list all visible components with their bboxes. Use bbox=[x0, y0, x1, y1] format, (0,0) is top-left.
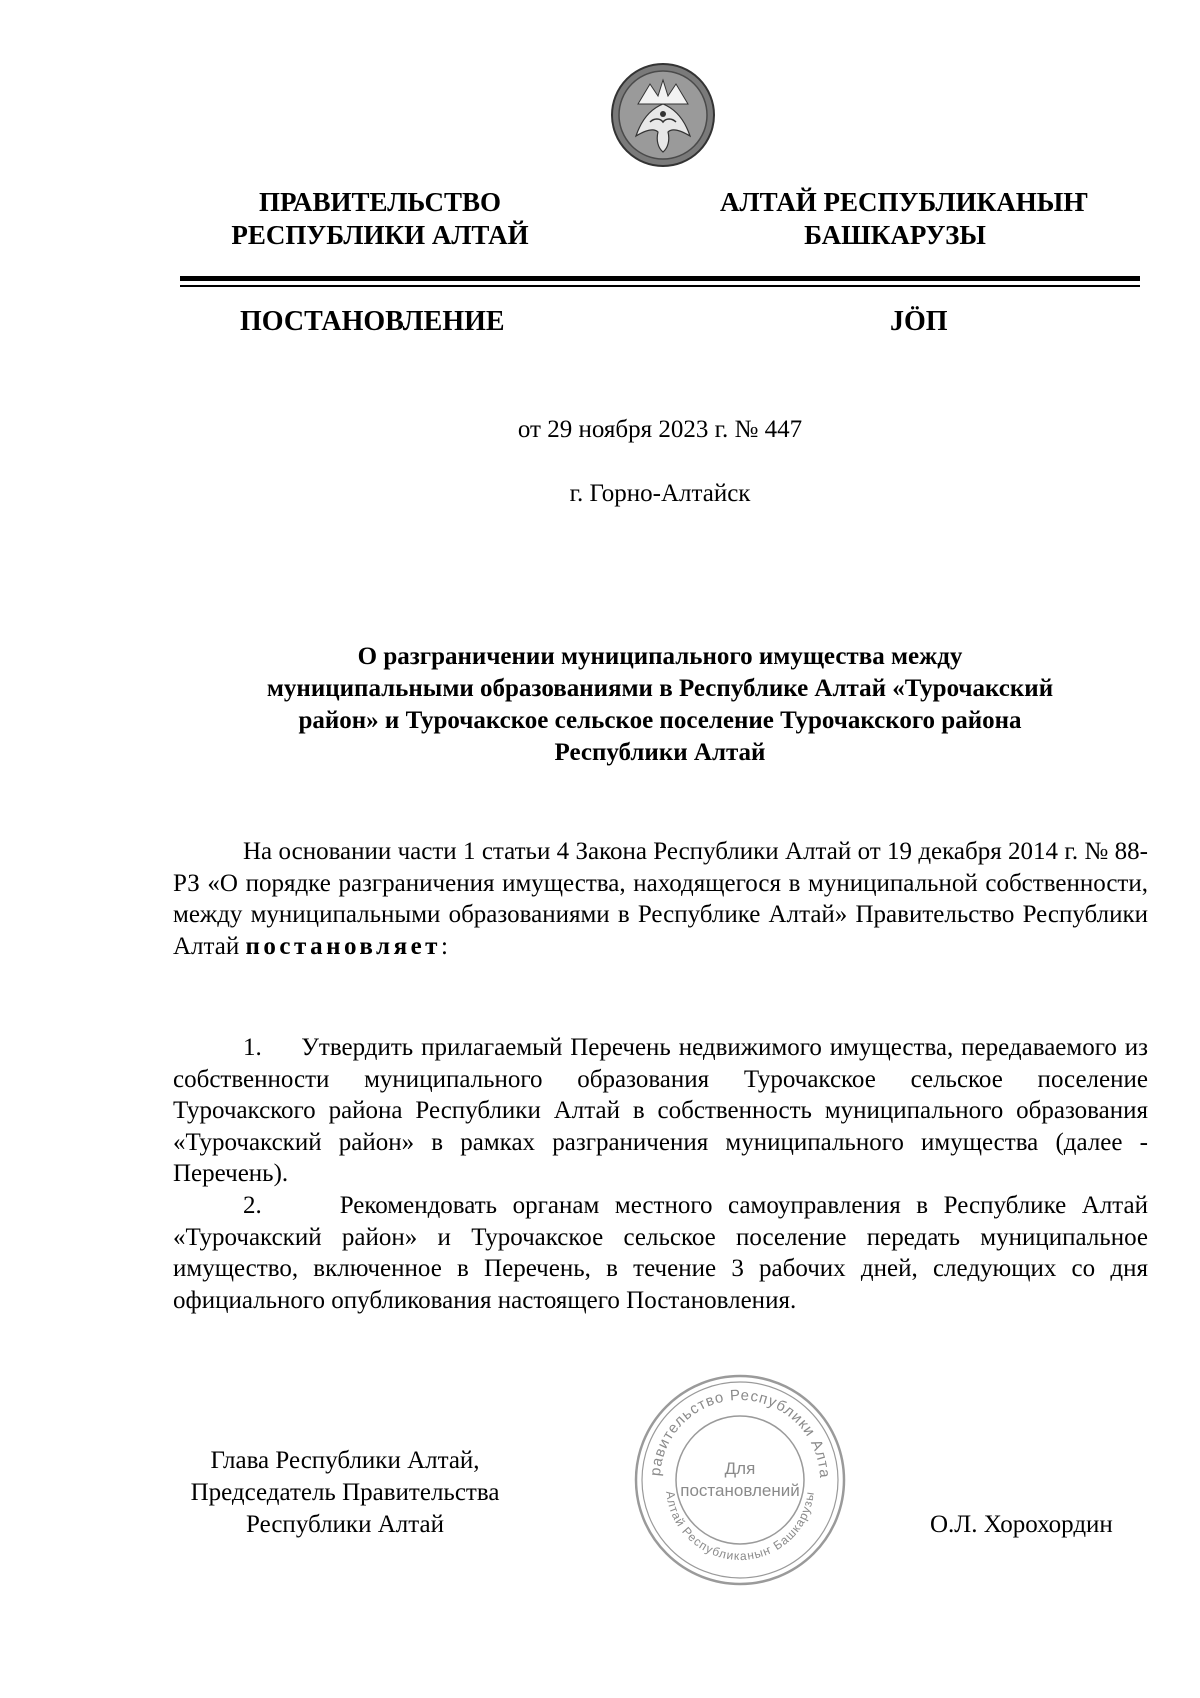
header-right-line2: БАШКАРУЗЫ bbox=[804, 220, 986, 250]
coat-of-arms-icon bbox=[610, 62, 716, 168]
doc-type-altai: JӦП bbox=[890, 306, 948, 337]
header-divider-thin bbox=[180, 285, 1140, 287]
seal-stamp-icon bbox=[630, 1370, 850, 1590]
item-paragraph-2 bbox=[173, 1190, 1148, 1316]
resolves-word: постановляет bbox=[245, 932, 441, 960]
item-paragraph-1 bbox=[173, 1032, 1148, 1190]
stamp-center-line1: Для bbox=[724, 1459, 756, 1478]
basis-text: На основании части 1 статьи 4 Закона Республики Алтай от 19 декабря 2014 г. № 88-РЗ «О порядке разграничения имущества, находящегося в муниципальной собственности, между муниципальными образованиями в Республике Алтай» Правительство Республики Алтай bbox=[173, 838, 1148, 960]
signature-line: Глава Республики Алтай, bbox=[210, 1447, 480, 1474]
header-right-line1: АЛТАЙ РЕСПУБЛИКАНЫҤ bbox=[720, 187, 1089, 217]
header-left-line2: РЕСПУБЛИКИ АЛТАЙ bbox=[231, 220, 529, 250]
document-title bbox=[180, 641, 1140, 769]
header-left bbox=[210, 186, 550, 252]
title-line: муниципальными образованиями в Республике Алтай «Турочакский bbox=[266, 675, 1054, 702]
stamp-ring-text: равительство Республики Алта bbox=[647, 1386, 834, 1480]
basis-paragraph bbox=[173, 836, 1148, 962]
document-date-number: от 29 ноября 2023 г. № 447 bbox=[517, 416, 803, 443]
signature-line: Председатель Правительства bbox=[190, 1479, 500, 1506]
basis-colon: : bbox=[440, 932, 448, 960]
header-right bbox=[720, 186, 1089, 252]
doc-type-russian: ПОСТАНОВЛЕНИЕ bbox=[240, 306, 505, 337]
header-divider-thick bbox=[180, 276, 1140, 281]
signature-title bbox=[160, 1445, 530, 1541]
signer-name: О.Л. Хорохордин bbox=[930, 1511, 1113, 1538]
signature-line: Республики Алтай bbox=[246, 1511, 444, 1538]
document-city: г. Горно-Алтайск bbox=[569, 480, 751, 507]
title-line: О разграничении муниципального имущества между bbox=[357, 643, 963, 670]
stamp-center-line2: постановлений bbox=[680, 1481, 800, 1500]
title-line: район» и Турочакское сельское поселение Турочакского района bbox=[298, 707, 1022, 734]
item-number: 2. bbox=[243, 1192, 262, 1219]
svg-text:Алтай Республиканыҥ Башкарузы bbox=[663, 1490, 817, 1563]
item-number: 1. bbox=[243, 1034, 262, 1061]
item-text: Утвердить прилагаемый Перечень недвижимого имущества, передаваемого из собственности муниципального образования Турочакское сельское поселение Турочакского района Республики Алтай в собственность муниципального образования «Турочакский район» в рамках разграничения муниципального имущества (далее - Перечень). bbox=[173, 1034, 1148, 1187]
title-line: Республики Алтай bbox=[554, 739, 766, 766]
stamp-ring-bottom-text: Алтай Республиканыҥ Башкарузы bbox=[663, 1490, 817, 1564]
item-text: Рекомендовать органам местного самоуправления в Республике Алтай «Турочакский район» и Турочакское сельское поселение передать муниципальное имущество, включенное в Перечень, в течение 3 рабочих дней, следующих со дня официального опубликования настоящего Постановления. bbox=[173, 1192, 1149, 1314]
header-left-line1: ПРАВИТЕЛЬСТВО bbox=[258, 187, 502, 217]
